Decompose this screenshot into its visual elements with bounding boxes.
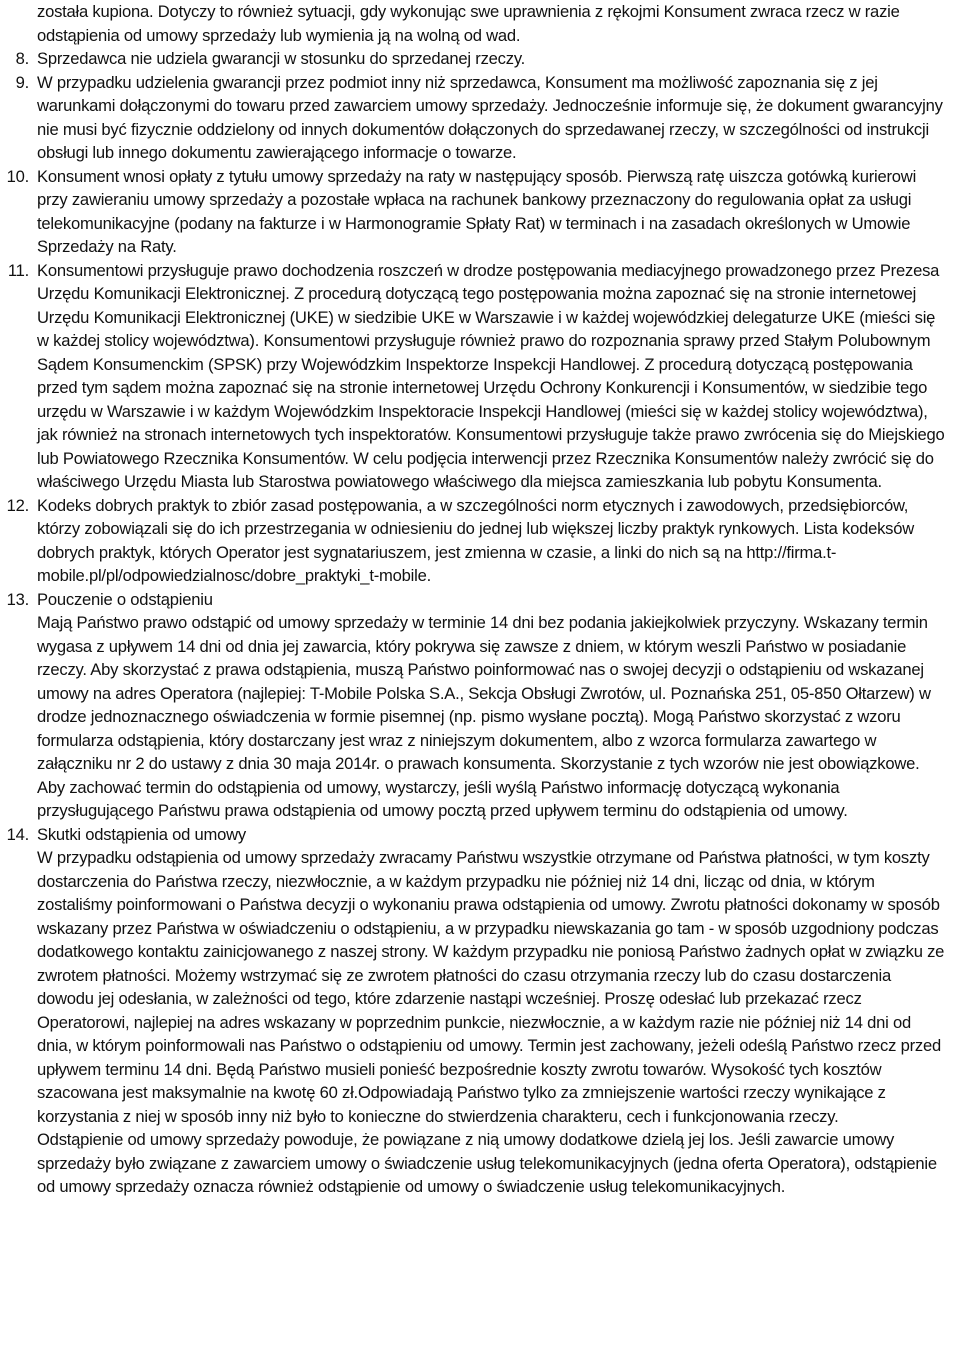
section-title: Skutki odstąpienia od umowy (37, 824, 246, 844)
item-text: Mają Państwo prawo odstąpić od umowy sprzedaży w terminie 14 dni bez podania jakiejkolwiek przyczyny. Wskazany termin wygasa z upływem 14 dni od dnia jej zawarcia, który pokrywa się zawsze z dniem, w którym weszli Państwo w posiadanie rzeczy. Aby skorzystać z prawa odstąpienia, muszą Państwo poinformować nas o swojej decyzji o odstąpieniu od wskazanej umowy na adres Operatora (najlepiej: T-Mobile Polska S.A., Sekcja Obsługi Zwrotów, ul. Poznańska 251, 05-850 Ołtarzew) w drodze jednoznacznego oświadczenia w formie pisemnej (np. pismo wysłane pocztą). Mogą Państwo skorzystać z wzoru formularza odstąpienia, który dostarczany jest wraz z niniejszym dokumentem, albo z wzorca formularza zawartego w załączniku nr 2 do ustawy z dnia 30 maja 2014r. o prawach konsumenta. Skorzystanie z tych wzorów nie jest obowiązkowe. Aby zachować termin do odstąpienia od umowy, wystarczy, jeśli wyślą Państwo informację dotyczącą wykonania przysługującego Państwu prawa odstąpienia od umowy pocztą przed upływem terminu do odstąpienia od umowy. (37, 613, 931, 820)
item-number: 11. (7, 260, 29, 280)
item-text: Konsumentowi przysługuje prawo dochodzenia roszczeń w drodze postępowania mediacyjnego prowadzonego przez Prezesa Urzędu Komunikacji Elektronicznej. Z procedurą dotyczącą tego postępowania można zapoznać się na stronie internetowej Urzędu Komunikacji Elektronicznej (UKE) w siedzibie UKE w Warszawie i w każdej wojewódzkiej delegaturze UKE (mieści się w każdej stolicy województwa). Konsumentowi przysługuje również prawo do rozpoznania sprawy przed Stałym Polubownym Sądem Konsumenckim (SPSK) przy Wojewódzkim Inspektorze Inspekcji Handlowej. Z procedurą dotyczącą postępowania przed tym sądem można zapoznać się na stronie internetowej Urzędu Ochrony Konkurencji i Konsumentów, w siedzibie tego urzędu w Warszawie i w każdym Wojewódzkim Inspektoracie Inspekcji Handlowej (mieści się w każdej stolicy województwa), jak również na stronach internetowych tych inspektoratów. Konsumentowi przysługuje także prawo zwrócenia się do Miejskiego lub Powiatowego Rzecznika Konsumentów. W celu podjęcia interwencji przez Rzecznika Konsumentów należy zwrócić się do właściwego Urzędu Miasta lub Starostwa powiatowego właściwego dla miejsca zamieszkania lub pobytu Konsumenta. (37, 260, 945, 491)
list-item-11 (0, 259, 950, 494)
item-text: Sprzedawca nie udziela gwarancji w stosunku do sprzedanej rzeczy. (37, 49, 526, 68)
item-number: 13. (6, 589, 29, 609)
item-text-second-paragraph: Odstąpienie od umowy sprzedaży powoduje, że powiązane z nią umowy dodatkowe dzielą jej los. Jeśli zawarcie umowy sprzedaży było związane z zawarciem umowy o świadczenie usług telekomunikacyjnych (jedna oferta Operatora), odstąpienie od umowy sprzedaży oznacza również odstąpienie od umowy o świadczenie usług telekomunikacyjnych. (37, 1130, 937, 1196)
item-text: W przypadku odstąpienia od umowy sprzedaży zwracamy Państwu wszystkie otrzymane od Państwa płatności, w tym koszty dostarczenia do Państwa rzeczy, niezwłocznie, a w każdym przypadku nie później niż 14 dni, licząc od dnia, w którym zostaliśmy poinformowani o Państwa decyzji o wykonaniu prawa odstąpienia od umowy. Zwrotu płatności dokonamy w sposób wskazany przez Państwa w oświadczeniu o odstąpieniu, a w przypadku niewskazania go tam - w sposób uzgodniony podczas dodatkowego kontaktu zainicjowanego z naszej strony. W każdym przypadku nie poniosą Państwo żadnych opłat w związku ze zwrotem płatności. Możemy wstrzymać się ze zwrotem płatności do czasu otrzymania rzeczy lub do czasu dostarczenia dowodu jej odesłania, w zależności od tego, które zdarzenie nastąpi wcześniej. Proszę odesłać lub przekazać rzecz Operatorowi, najlepiej na adres wskazany w poprzednim punkcie, niezwłocznie, a w każdym razie nie później niż 14 dni od dnia, w którym poinformowali nas Państwo o odstąpieniu od umowy. Termin jest zachowany, jeżeli odeślą Państwo rzecz przed upływem terminu 14 dni. Będą Państwo musieli ponieść bezpośrednie koszty zwrotu towarów. Wysokość tych kosztów szacowana jest maksymalnie na kwotę 60 zł.Odpowiadają Państwo tylko za zmniejszenie wartości rzeczy wynikające z korzystania z niej w sposób inny niż było to konieczne do stwierdzenia charakteru, cech i funkcjonowania rzeczy. (37, 848, 945, 1126)
section-title: Pouczenie o odstąpieniu (37, 589, 213, 609)
item-number: 9. (15, 72, 29, 92)
item-text: Kodeks dobrych praktyk to zbiór zasad postępowania, a w szczególności norm etycznych i zawodowych, przedsiębiorców, którzy zobowiązali się do ich przestrzegania w odniesieniu do jednej lub większej liczby praktyk rynkowych. Lista kodeksów dobrych praktyk, których Operator jest sygnatariuszem, jest zmienna w czasie, a linki do nich są na http://firma.t-mobile.pl/pl/odpowiedzialnosc/dobre_praktyki_t-mobile. (37, 495, 915, 585)
list-item-13 (0, 588, 950, 823)
item-number: 10. (6, 166, 29, 186)
list-item-10 (0, 165, 950, 259)
list-item-12 (0, 494, 950, 588)
list-item-9 (0, 71, 950, 165)
terms-list (0, 47, 950, 1199)
item-text: Konsument wnosi opłaty z tytułu umowy sprzedaży na raty w następujący sposób. Pierwszą ratę uiszcza gotówką kurierowi przy zawieraniu umowy sprzedaży a pozostałe wpłaca na rachunek bankowy przeznaczony do regulowania opłat za usługi telekomunikacyjne (podany na fakturze i w Harmonogramie Spłaty Rat) w terminach i na zasadach określonych w Umowie Sprzedaży na Raty. (37, 166, 917, 256)
list-item-8 (0, 47, 950, 71)
item-number: 8. (15, 49, 29, 68)
item-number: 14. (6, 824, 29, 844)
continuation-paragraph: została kupiona. Dotyczy to również sytuacji, gdy wykonując swe uprawnienia z rękojmi Konsument zwraca rzecz w razie odstąpienia od umowy sprzedaży lub wymienia ją na wolną od wad. (37, 2, 900, 45)
item-number: 12. (6, 495, 29, 515)
list-item-14 (0, 823, 950, 1199)
item-text: W przypadku udzielenia gwarancji przez podmiot inny niż sprzedawca, Konsument ma możliwość zapoznania się z jej warunkami dołączonymi do towaru przed zawarciem umowy sprzedaży. Jednocześnie informuje się, że dokument gwarancyjny nie musi być fizycznie oddzielony od innych dokumentów dołączonych do sprzedawanej rzeczy, w szczególności od instrukcji obsługi lub innego dokumentu zawierającego informacje o towarze. (37, 72, 943, 162)
